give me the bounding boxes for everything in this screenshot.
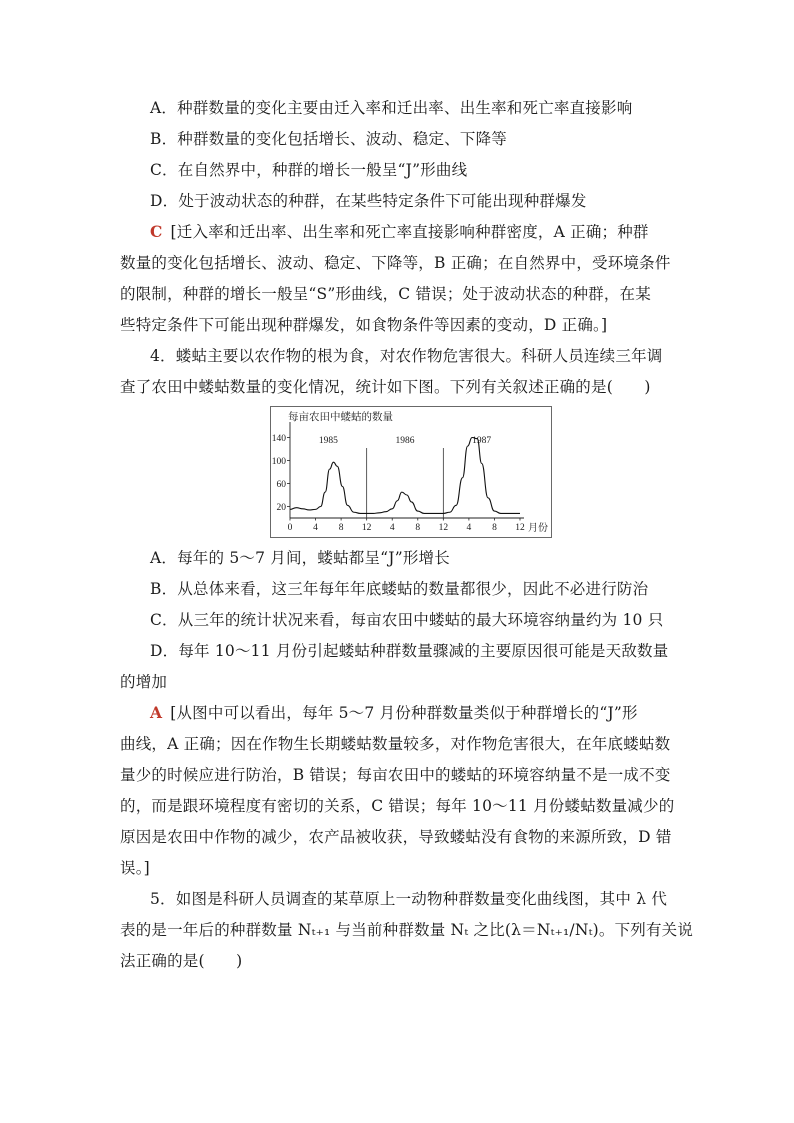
q3-option-a: A．种群数量的变化主要由迁入率和迁出率、出生率和死亡率直接影响 bbox=[150, 99, 633, 117]
year-label-1987: 1987 bbox=[472, 436, 492, 446]
q4-option-b: B．从总体来看，这三年每年年底蝼蛄的数量都很少，因此不必进行防治 bbox=[150, 580, 649, 598]
year-label-1986: 1986 bbox=[395, 436, 415, 446]
q4-stem-line-1: 4．蝼蛄主要以农作物的根为食，对农作物危害很大。科研人员连续三年调 bbox=[150, 347, 663, 365]
q4-explanation-line-3: 量少的时候应进行防治，B 错误；每亩农田中的蝼蛄的环境容纳量不是一成不变 bbox=[120, 766, 671, 784]
q3-explanation-line-2: 数量的变化包括增长、波动、稳定、下降等，B 正确；在自然界中，受环境条件 bbox=[120, 254, 671, 272]
q3-explanation-line-1 bbox=[150, 222, 649, 242]
year-label-1985: 1985 bbox=[318, 436, 338, 446]
chart-title: 每亩农田中蝼蛄的数量 bbox=[288, 412, 393, 423]
q3-explanation-line-3: 的限制，种群的增长一般呈“S”形曲线，C 错误；处于波动状态的种群，在某 bbox=[120, 285, 651, 303]
y-tick-label: 20 bbox=[276, 503, 286, 513]
series-line-population bbox=[290, 438, 520, 514]
q3-answer: C bbox=[150, 222, 163, 241]
x-tick-label: 12 bbox=[438, 523, 449, 533]
q3-option-c: C．在自然界中，种群的增长一般呈“J”形曲线 bbox=[150, 161, 468, 179]
population-chart bbox=[270, 406, 552, 538]
x-tick-label: 4 bbox=[389, 523, 395, 533]
q4-explanation-line-2: 曲线，A 正确；因在作物生长期蝼蛄数量较多，对作物危害很大，在年底蝼蛄数 bbox=[120, 735, 671, 753]
q3-option-d: D．处于波动状态的种群，在某些特定条件下可能出现种群爆发 bbox=[150, 192, 587, 210]
x-tick-label: 12 bbox=[515, 523, 525, 533]
y-tick-label: 60 bbox=[276, 480, 286, 490]
x-axis-label: 月份 bbox=[528, 523, 548, 534]
q4-explanation-line-6: 误。] bbox=[120, 859, 150, 877]
x-tick-label: 12 bbox=[361, 523, 372, 533]
q5-stem-line-1: 5．如图是科研人员调查的某草原上一动物种群数量变化曲线图，其中 λ 代 bbox=[150, 890, 668, 908]
x-tick-label: 8 bbox=[338, 523, 344, 533]
q3-explanation-text: [迁入率和迁出率、出生率和死亡率直接影响种群密度，A 正确；种群 bbox=[170, 223, 649, 241]
q4-option-d-cont: 的增加 bbox=[120, 673, 168, 691]
q4-explanation-text: [从图中可以看出，每年 5～7 月份种群数量类似于种群增长的“J”形 bbox=[170, 704, 638, 722]
y-tick-label: 100 bbox=[271, 457, 286, 467]
x-tick-label: 4 bbox=[313, 523, 318, 533]
y-tick-label: 140 bbox=[271, 434, 286, 444]
x-tick-label: 8 bbox=[415, 523, 421, 533]
q3-option-b: B．种群数量的变化包括增长、波动、稳定、下降等 bbox=[150, 130, 507, 148]
q3-explanation-line-4: 些特定条件下可能出现种群爆发，如食物条件等因素的变动，D 正确。] bbox=[120, 316, 608, 334]
q4-answer: A bbox=[150, 703, 163, 722]
q5-stem-line-3: 法正确的是( ) bbox=[120, 952, 243, 970]
x-tick-label: 4 bbox=[466, 523, 472, 533]
q4-option-a: A．每年的 5～7 月间，蝼蛄都呈“J”形增长 bbox=[150, 549, 450, 567]
x-tick-label: 0 bbox=[287, 523, 293, 533]
q4-option-d: D．每年 10～11 月份引起蝼蛄种群数量骤减的主要原因很可能是天敌数量 bbox=[150, 642, 669, 660]
q4-explanation-line-1 bbox=[150, 703, 638, 723]
x-tick-label: 8 bbox=[492, 523, 497, 533]
q4-explanation-line-5: 原因是农田中作物的减少，农产品被收获，导致蝼蛄没有食物的来源所致，D 错 bbox=[120, 828, 672, 846]
q4-option-c: C．从三年的统计状况来看，每亩农田中蝼蛄的最大环境容纳量约为 10 只 bbox=[150, 611, 664, 629]
q4-explanation-line-4: 的，而是跟环境程度有密切的关系，C 错误；每年 10～11 月份蝼蛄数量减少的 bbox=[120, 797, 675, 815]
q4-stem-line-2: 查了农田中蝼蛄数量的变化情况，统计如下图。下列有关叙述正确的是( ) bbox=[120, 378, 651, 396]
q5-stem-line-2: 表的是一年后的种群数量 Nₜ₊₁ 与当前种群数量 Nₜ 之比(λ＝Nₜ₊₁/Nₜ)。下列有关说 bbox=[120, 921, 694, 939]
